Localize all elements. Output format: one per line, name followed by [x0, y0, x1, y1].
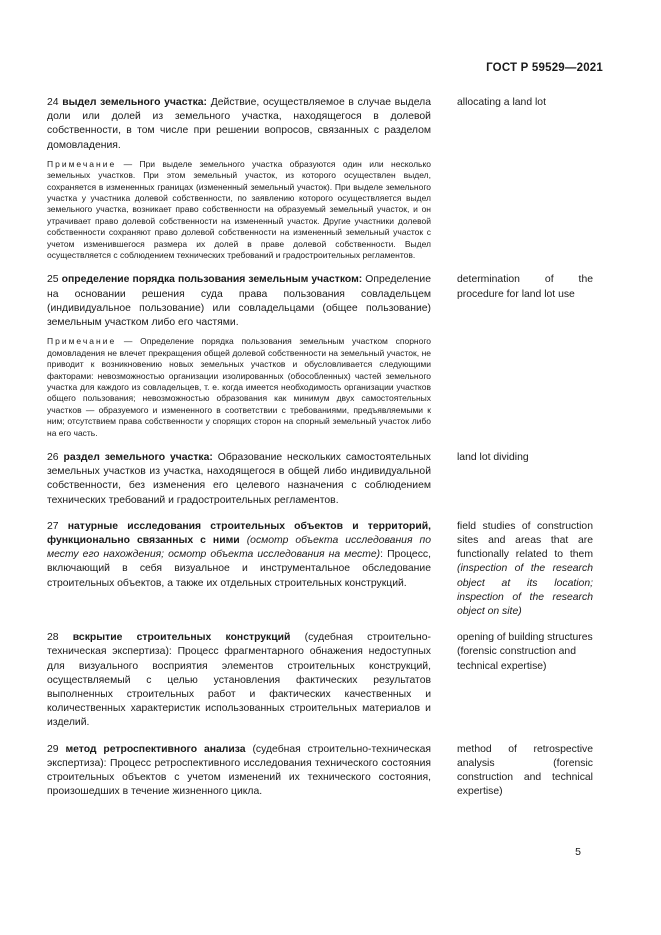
term-name: натурные исследования строительных объектов и территорий, функционально связанных с ними — [47, 520, 432, 546]
term-entry-24 — [47, 96, 593, 261]
note-text: Определение порядка пользования земельным участком спорного домовладения не влечет прекращения общей долевой собственности на земельный участок, не приводит к возникновению новых земельных участков и обусловливается следующими факторами: невозможностью организации изолированных (обособленных) частей земельного участка для каждого из совладельцев, т. е. когда имеется необходимость организации участков общего пользования; невозможностью образования как минимум двух самостоятельных участков — образуемого и измененного в соответствии с требованиями, предъявляемыми к ним; отсутствием права собственности у спорящих сторон на спорный земельный участок либо на его часть. — [47, 336, 431, 438]
definition-text: Образование нескольких самостоятельных земельных участков из участка, находящегося в общей либо индивидуальной собственности, без изменения его целевого назначения с соблюдением технических требований и градостроительных регламентов. — [47, 451, 431, 506]
term-number: 28 — [47, 632, 59, 644]
term-definition-column — [47, 520, 431, 619]
english-term: determination of the procedure for land lot use — [457, 274, 593, 300]
english-term: method of retrospective analysis (forensic construction and technical expertise) — [457, 743, 593, 798]
note-separator: — — [116, 336, 141, 347]
term-entry-25 — [47, 273, 593, 438]
term-number: 27 — [47, 520, 59, 532]
term-name: определение порядка пользования земельным участком: — [61, 274, 363, 286]
definition-paragraph — [47, 631, 431, 730]
definition-text: : Процесс, включающий в себя визуальное и инструментальное обследование строительных объектов, а также их отдельных строительных конструкций. — [47, 549, 431, 589]
term-number: 24 — [47, 97, 59, 108]
term-number: 29 — [47, 743, 59, 755]
page-number: 5 — [575, 846, 581, 858]
definition-text: Процесс ретроспективного исследования технического состояния строительных объектов с учетом изменений их технического состояния, произошедших в течение жизненного цикла. — [47, 757, 431, 798]
term-number: 26 — [47, 451, 59, 463]
term-entry-29 — [47, 743, 593, 800]
english-term: allocating a land lot — [457, 97, 546, 108]
terms-list — [47, 96, 593, 811]
note-paragraph — [47, 159, 431, 262]
note-text: При выделе земельного участка образуются один или несколько земельных участков. При этом земельный участок, из которого осуществлен выдел, сохраняется в измененных границах (измененный земельный участок). При выделе земельного участка у участника долевой собственности, по заявлению которого осуществляется выдел земельного участка, возникает право собственности на образуемый земельный участок, и он утрачивает право долевой собственности на измененный участок. Другие участники долевой собственности сохраняют право долевой собственности на измененный земельный участок с учетом изменившегося размера их долей в праве долевой собственности. Выдел осуществляется с соблюдением технических требований и градостроительных регламентов. — [47, 158, 431, 261]
note-paragraph — [47, 336, 431, 439]
definition-text: Определение на основании решения суда права пользования совладельцем (индивидуальное пользование) или совладельцами (общее пользование) земельным участком либо его частями. — [47, 274, 431, 329]
definition-text: Процесс фрагментарного обнажения недоступных для визуального восприятия элементов строительных конструкций, осуществляемый с целью установления фактических результатов выполненных строительных работ и фактических качественных и количественных характеристик использованных строительных материалов и изделий. — [47, 646, 432, 729]
english-term — [457, 520, 593, 619]
english-term: land lot dividing — [457, 451, 529, 463]
definition-paragraph — [47, 273, 431, 330]
definition-paragraph — [47, 520, 431, 591]
english-term-main: field studies of construction sites and areas that are functionally related to them — [457, 520, 593, 561]
term-name: раздел земельного участка: — [63, 451, 213, 463]
english-term: opening of building structures (forensic construction and technical expertise) — [457, 632, 593, 672]
term-name: метод ретроспективного анализа — [65, 743, 246, 755]
definition-paragraph — [47, 96, 431, 153]
term-name: выдел земельного участка: — [62, 97, 208, 108]
definition-paragraph — [47, 743, 431, 800]
standard-number: ГОСТ Р 59529—2021 — [486, 62, 603, 74]
term-entry-26 — [47, 451, 593, 508]
term-definition-column — [47, 631, 431, 730]
term-entry-27 — [47, 520, 593, 619]
term-name: вскрытие строительных конструкций — [72, 632, 291, 644]
definition-paragraph — [47, 451, 431, 508]
term-synonyms: (осмотр объекта исследования по месту его нахождения; осмотр объекта исследования на месте) — [47, 534, 432, 561]
note-label: Примечание — [47, 336, 117, 347]
term-number: 25 — [47, 274, 59, 286]
term-definition-column — [47, 96, 431, 261]
note-separator: — — [116, 158, 140, 169]
term-definition-column — [47, 273, 431, 438]
term-definition-column — [47, 451, 431, 508]
term-definition-column — [47, 743, 431, 800]
term-qualifier: (судебная строительно-техническая экспертиза): — [47, 632, 432, 658]
english-term-synonyms: (inspection of the research object at its location; inspection of the research object on site) — [457, 563, 593, 617]
note-label: Примечание — [47, 158, 117, 169]
term-entry-28 — [47, 631, 593, 730]
definition-text: Действие, осуществляемое в случае выдела доли или долей из земельного участка, находящегося в долевой собственности, в том числе при решении вопросов, связанных с разделом домовладения. — [47, 97, 432, 151]
term-qualifier: (судебная строительно-техническая экспертиза): — [47, 743, 432, 769]
